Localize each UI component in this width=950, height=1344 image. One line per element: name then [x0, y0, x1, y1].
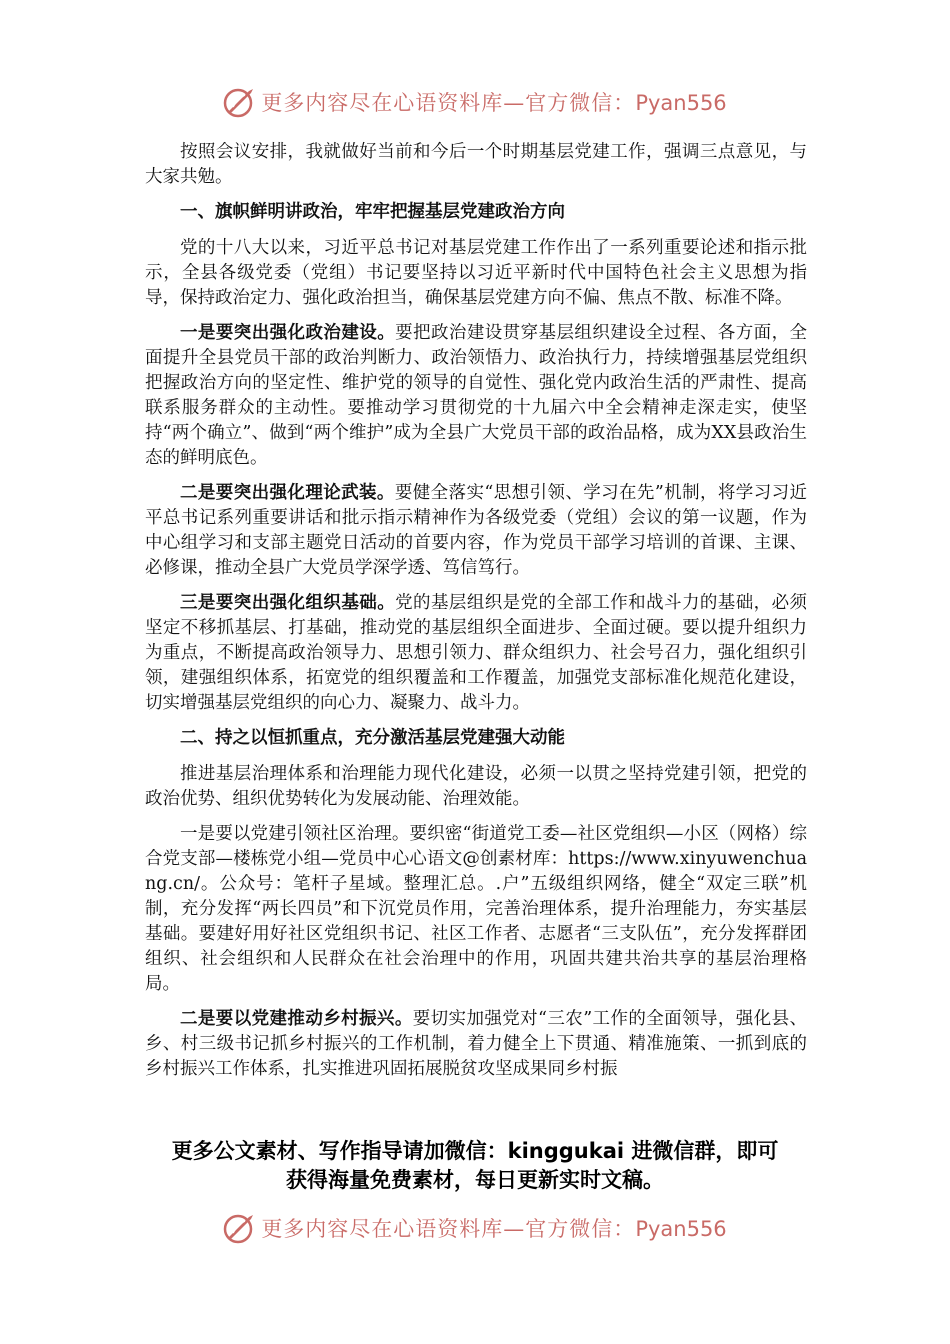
footer-banner	[0, 1208, 950, 1248]
paragraph	[145, 140, 807, 190]
pen-logo-icon	[223, 85, 257, 119]
paragraph	[145, 236, 807, 311]
paragraph-text: 党的基层组织是党的全部工作和战斗力的基础，必须坚定不移抓基层、打基础，推动党的基层组织全面进步、全面过硬。要以提升组织力为重点，不断提高政治领导力、思想引领力、群众组织力、社会号召力，强化组织引领，建强组织体系，拓宽党的组织覆盖和工作覆盖，加强党支部标准化规范化建设，切实增强基层党组织的向心力、凝聚力、战斗力。	[145, 593, 808, 713]
header-banner-text: 更多内容尽在心语资料库—官方微信：Pyan556	[261, 91, 727, 115]
paragraph-text: 要把政治建设贯穿基层组织建设全过程、各方面，全面提升全县党员干部的政治判断力、政治领悟力、政治执行力，持续增强基层党组织把握政治方向的坚定性、维护党的领导的自觉性、强化党内政治生活的严肃性、提高联系服务群众的主动性。要推动学习贯彻党的十九届六中全会精神走深走实，使坚持“两个确立”、做到“两个维护”成为全县广大党员干部的政治品格，成为XX县政治生态的鲜明底色。	[145, 323, 808, 468]
document-body	[145, 140, 807, 1092]
paragraph	[145, 591, 807, 716]
paragraph-lead: 二是要突出强化理论武装。	[180, 483, 395, 503]
paragraph-text: 党的十八大以来，习近平总书记对基层党建工作作出了一系列重要论述和指示批示，全县各级党委（党组）书记要坚持以习近平新时代中国特色社会主义思想为指导，保持政治定力、强化政治担当，确保基层党建方向不偏、焦点不散、标准不降。	[145, 238, 807, 308]
section-heading: 一、旗帜鲜明讲政治，牢牢把握基层党建政治方向	[180, 202, 565, 222]
header-banner	[0, 82, 950, 122]
promo-line-1: 更多公文素材、写作指导请加微信：kinggukai 进微信群，即可	[171, 1139, 779, 1163]
paragraph	[145, 481, 807, 581]
paragraph	[145, 762, 807, 812]
paragraph-text: 一是要以党建引领社区治理。要织密“街道党工委—社区党组织—小区（网格）综合党支部—楼栋党小组—党员中心心语文@创素材库：https://www.xinyuwenchuang.cn/。公众号：笔杆子星域。整理汇总。.户”五级组织网络，健全“双定三联”机制，充分发挥“两长四员”和下沉党员作用，完善治理体系，提升治理能力，夯实基层基础。要建好用好社区党组织书记、社区工作者、志愿者“三支队伍”，充分发挥群团组织、社会组织和人民群众在社会治理中的作用，巩固共建共治共享的基层治理格局。	[145, 824, 807, 994]
paragraph-lead: 三是要突出强化组织基础。	[180, 593, 396, 613]
paragraph-text: 要健全落实“思想引领、学习在先”机制，将学习习近平总书记系列重要讲话和批示指示精神作为各级党委（党组）会议的第一议题，作为中心组学习和支部主题党日活动的首要内容，作为党员干部学习培训的首课、主课、必修课，推动全县广大党员学深学透、笃信笃行。	[145, 483, 807, 578]
paragraph-lead: 二是要以党建推动乡村振兴。	[180, 1009, 413, 1029]
paragraph-text: 按照会议安排，我就做好当前和今后一个时期基层党建工作，强调三点意见，与大家共勉。	[145, 142, 807, 187]
promo-line-2: 获得海量免费素材，每日更新实时文稿。	[286, 1168, 664, 1192]
paragraph-lead: 一是要突出强化政治建设。	[180, 323, 396, 343]
pen-logo-icon	[223, 1211, 257, 1245]
footer-banner-text: 更多内容尽在心语资料库—官方微信：Pyan556	[261, 1217, 727, 1241]
paragraph	[145, 321, 807, 471]
paragraph-text: 推进基层治理体系和治理能力现代化建设，必须一以贯之坚持党建引领，把党的政治优势、组织优势转化为发展动能、治理效能。	[145, 764, 807, 809]
promo-notice	[0, 1137, 950, 1195]
paragraph	[145, 1007, 807, 1082]
paragraph	[145, 822, 807, 997]
paragraph-text: 要切实加强党对“三农”工作的全面领导，强化县、乡、村三级书记抓乡村振兴的工作机制，着力健全上下贯通、精准施策、一抓到底的乡村振兴工作体系，扎实推进巩固拓展脱贫攻坚成果同乡村振	[145, 1009, 807, 1079]
section-heading: 二、持之以恒抓重点，充分激活基层党建强大动能	[180, 728, 565, 748]
